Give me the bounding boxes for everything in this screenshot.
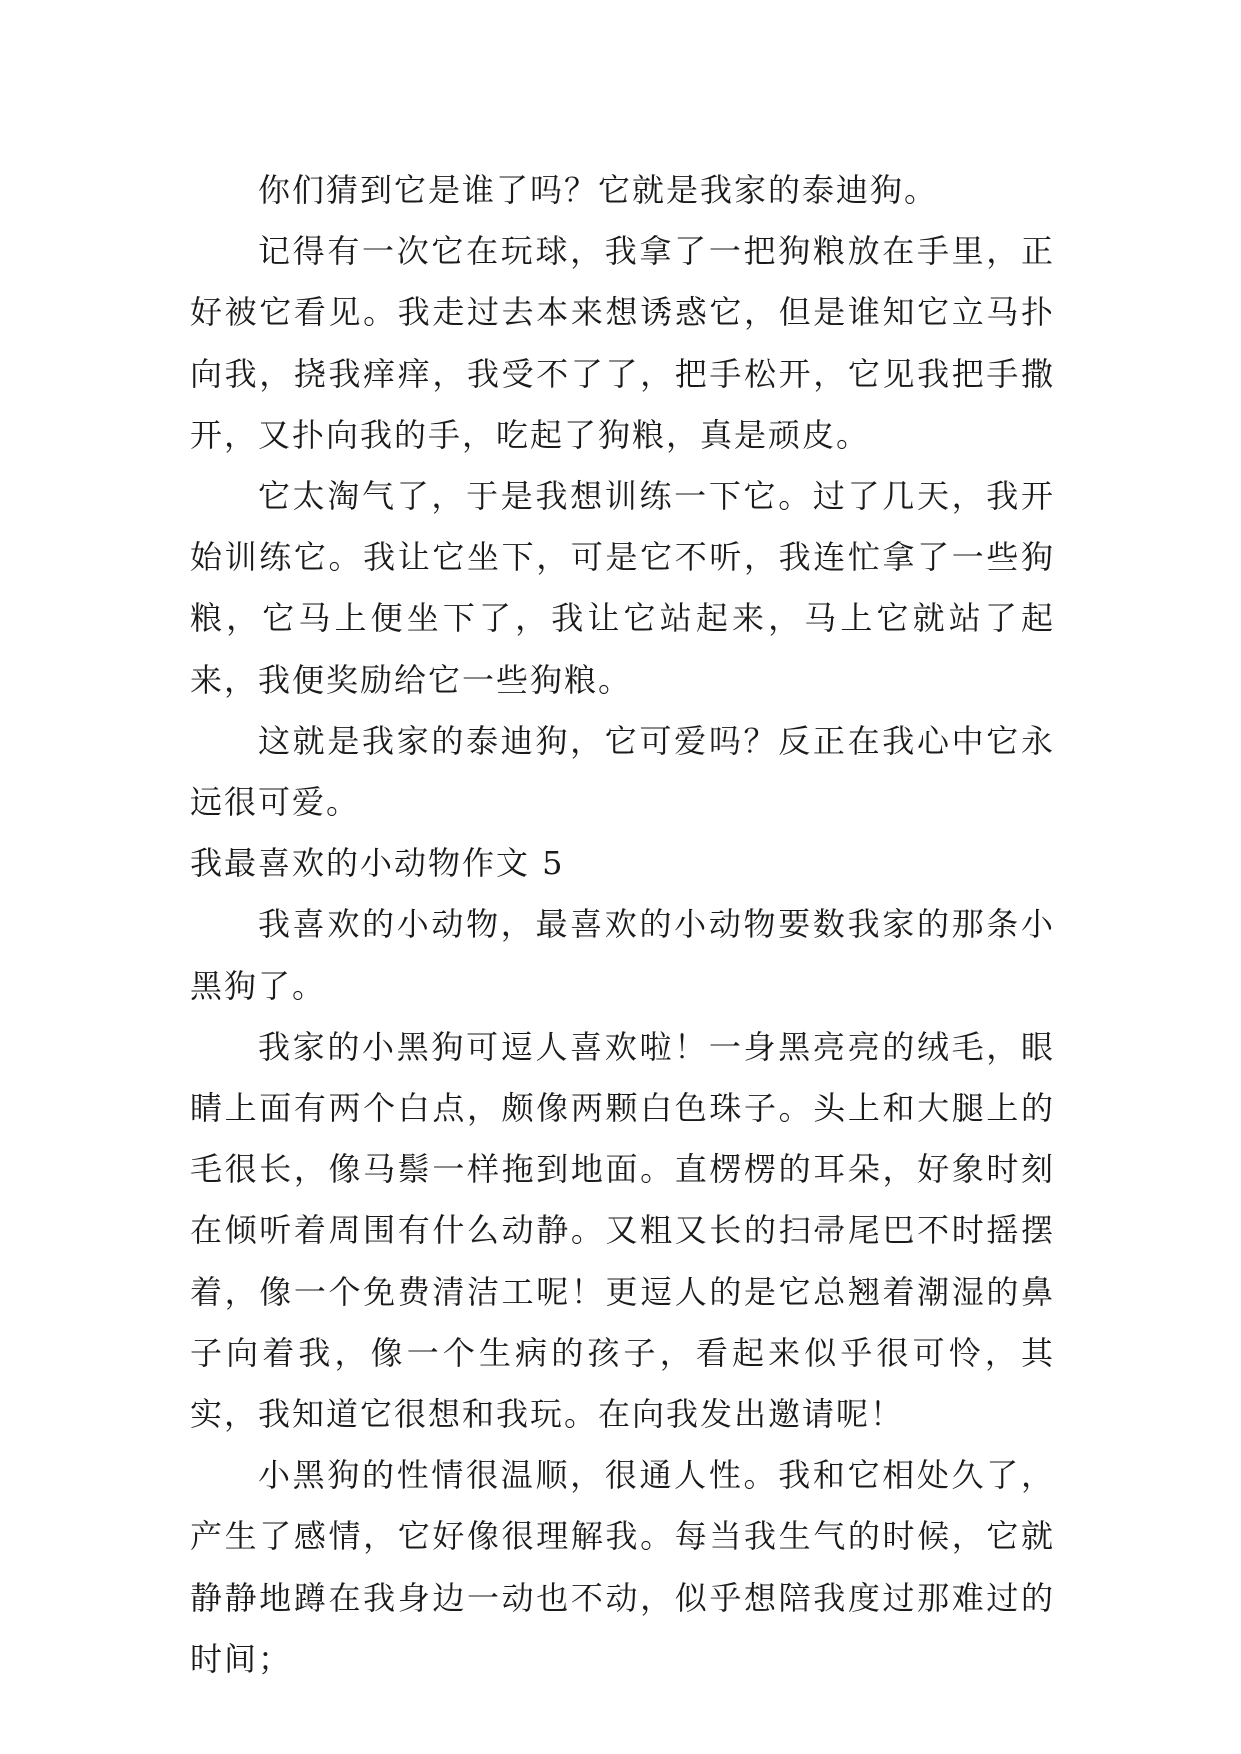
paragraph: 这就是我家的泰迪狗，它可爱吗？反正在我心中它永远很可爱。 — [190, 721, 1055, 822]
paragraph: 小黑狗的性情很温顺，很通人性。我和它相处久了，产生了感情，它好像很理解我。每当我生气的时候，它就静静地蹲在我身边一动也不动，似乎想陪我度过那难过的时间； — [190, 1456, 1055, 1678]
paragraph: 我喜欢的小动物，最喜欢的小动物要数我家的那条小黑狗了。 — [190, 905, 1055, 1005]
paragraph: 记得有一次它在玩球，我拿了一把狗粮放在手里，正好被它看见。我走过去本来想诱惑它，但是谁知它立马扑向我，挠我痒痒，我受不了了，把手松开，它见我把手撒开，又扑向我的手，吃起了狗粮，真是顽皮。 — [190, 232, 1055, 454]
paragraph: 你们猜到它是谁了吗？它就是我家的泰迪狗。 — [258, 171, 939, 209]
document-body — [190, 160, 1055, 1690]
paragraph: 我家的小黑狗可逗人喜欢啦！一身黑亮亮的绒毛，眼睛上面有两个白点，颇像两颗白色珠子。头上和大腿上的毛很长，像马鬃一样拖到地面。直楞楞的耳朵，好象时刻在倾听着周围有什么动静。又粗又长的扫帚尾巴不时摇摆着，像一个免费清洁工呢！更逗人的是它总翘着潮湿的鼻子向着我，像一个生病的孩子，看起来似乎很可怜，其实，我知道它很想和我玩。在向我发出邀请呢！ — [190, 1027, 1055, 1434]
section-heading: 我最喜欢的小动物作文 5 — [190, 844, 565, 883]
paragraph: 它太淘气了，于是我想训练一下它。过了几天，我开始训练它。我让它坐下，可是它不听，我连忙拿了一些狗粮，它马上便坐下了，我让它站起来，马上它就站了起来，我便奖励给它一些狗粮。 — [190, 477, 1055, 699]
